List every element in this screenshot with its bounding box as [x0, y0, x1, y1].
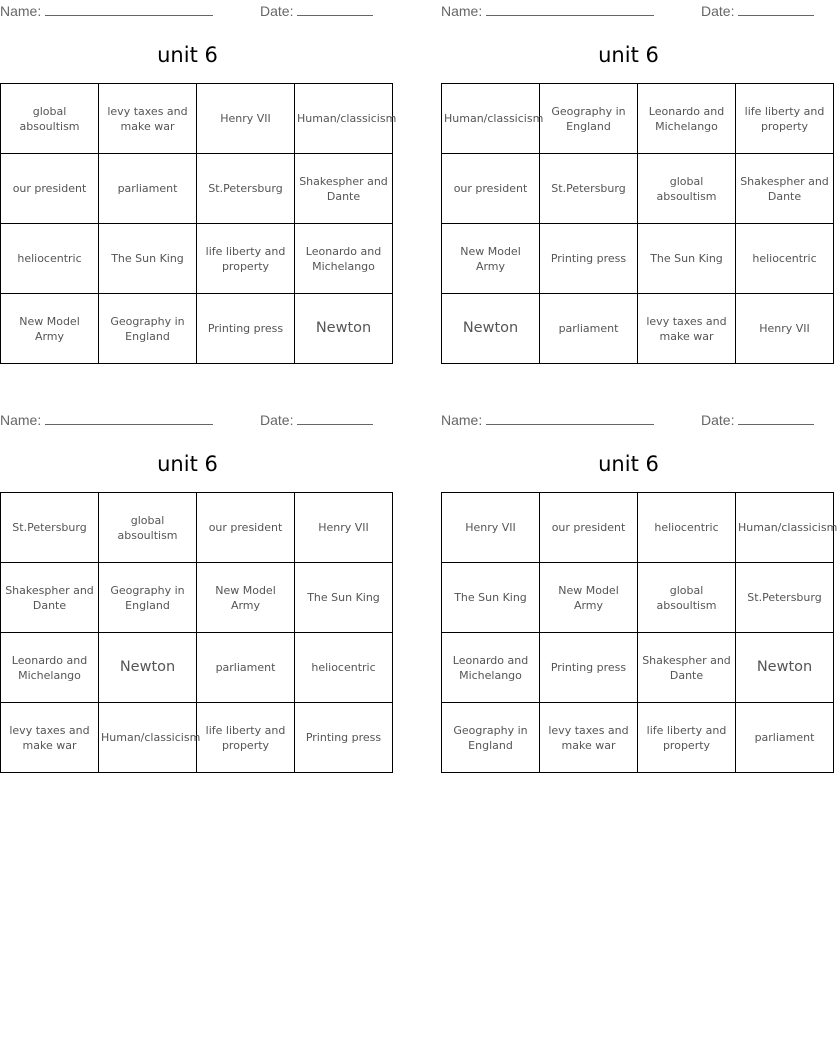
card-header: [441, 409, 816, 431]
bingo-cell[interactable]: life liberty and property: [736, 84, 834, 154]
name-blank[interactable]: [45, 411, 213, 425]
bingo-cell[interactable]: Shakespher and Dante: [295, 154, 393, 224]
bingo-cell[interactable]: global absoultism: [638, 154, 736, 224]
bingo-grid: [441, 83, 834, 364]
grid-row: [442, 493, 834, 563]
bingo-grid-body: [1, 493, 393, 773]
grid-row: [442, 224, 834, 294]
bingo-cell[interactable]: levy taxes and make war: [1, 703, 99, 773]
bingo-cell[interactable]: Newton: [442, 294, 540, 364]
name-line: [441, 2, 654, 19]
bingo-cell[interactable]: Geography in England: [99, 563, 197, 633]
bingo-cell[interactable]: life liberty and property: [197, 224, 295, 294]
bingo-cell[interactable]: Newton: [736, 633, 834, 703]
bingo-cell[interactable]: Printing press: [197, 294, 295, 364]
grid-row: [1, 294, 393, 364]
name-label: Name:: [441, 412, 483, 428]
date-blank[interactable]: [738, 2, 814, 16]
name-line: [441, 411, 654, 428]
bingo-cell[interactable]: St.Petersburg: [540, 154, 638, 224]
date-line: [260, 2, 373, 19]
bingo-cell[interactable]: parliament: [540, 294, 638, 364]
bingo-cell[interactable]: Newton: [99, 633, 197, 703]
bingo-cell[interactable]: St.Petersburg: [197, 154, 295, 224]
bingo-cell[interactable]: New Model Army: [540, 563, 638, 633]
bingo-cell[interactable]: Human/classicism: [295, 84, 393, 154]
bingo-cell[interactable]: parliament: [736, 703, 834, 773]
bingo-cell[interactable]: levy taxes and make war: [99, 84, 197, 154]
bingo-cell[interactable]: global absoultism: [99, 493, 197, 563]
card-title: unit 6: [598, 452, 659, 476]
bingo-cell[interactable]: The Sun King: [295, 563, 393, 633]
bingo-grid: [441, 492, 837, 773]
grid-row: [1, 703, 393, 773]
date-label: Date:: [260, 412, 294, 428]
bingo-cell[interactable]: our president: [197, 493, 295, 563]
bingo-cell[interactable]: global absoultism: [1, 84, 99, 154]
bingo-grid-body: [1, 84, 397, 364]
bingo-cell[interactable]: our president: [540, 493, 638, 563]
bingo-cell[interactable]: New Model Army: [197, 563, 295, 633]
bingo-cell[interactable]: Geography in England: [99, 294, 197, 364]
bingo-cell[interactable]: St.Petersburg: [1, 493, 99, 563]
bingo-cell[interactable]: Leonardo and Michelango: [295, 224, 393, 294]
grid-row: [1, 633, 393, 703]
bingo-cell[interactable]: heliocentric: [638, 493, 736, 563]
bingo-cell[interactable]: Printing press: [540, 633, 638, 703]
bingo-cell[interactable]: New Model Army: [1, 294, 99, 364]
bingo-cell[interactable]: The Sun King: [442, 563, 540, 633]
date-blank[interactable]: [738, 411, 814, 425]
bingo-cell[interactable]: global absoultism: [638, 563, 736, 633]
date-blank[interactable]: [297, 2, 373, 16]
bingo-cell[interactable]: life liberty and property: [197, 703, 295, 773]
bingo-cell[interactable]: Henry VII: [295, 493, 393, 563]
bingo-cell[interactable]: life liberty and property: [638, 703, 736, 773]
bingo-cell[interactable]: Geography in England: [442, 703, 540, 773]
bingo-cell[interactable]: Newton: [295, 294, 393, 364]
bingo-cell[interactable]: our president: [1, 154, 99, 224]
card-title: unit 6: [598, 43, 659, 67]
bingo-cell[interactable]: New Model Army: [442, 224, 540, 294]
name-line: [0, 2, 213, 19]
bingo-cell[interactable]: Human/classicism: [99, 703, 197, 773]
name-label: Name:: [0, 3, 42, 19]
bingo-grid-body: [442, 84, 834, 364]
bingo-cell[interactable]: Shakespher and Dante: [1, 563, 99, 633]
grid-row: [1, 154, 393, 224]
card-header: [441, 0, 816, 22]
name-label: Name:: [441, 3, 483, 19]
bingo-cell[interactable]: Printing press: [295, 703, 393, 773]
bingo-cell[interactable]: The Sun King: [638, 224, 736, 294]
bingo-cell[interactable]: Human/classicism: [736, 493, 834, 563]
bingo-cell[interactable]: Leonardo and Michelango: [442, 633, 540, 703]
card-header: [0, 0, 375, 22]
bingo-cell[interactable]: heliocentric: [1, 224, 99, 294]
bingo-cell[interactable]: heliocentric: [295, 633, 393, 703]
bingo-cell[interactable]: parliament: [197, 633, 295, 703]
grid-row: [442, 294, 834, 364]
grid-row: [442, 633, 834, 703]
bingo-cell[interactable]: our president: [442, 154, 540, 224]
bingo-cell[interactable]: parliament: [99, 154, 197, 224]
bingo-cell[interactable]: heliocentric: [736, 224, 834, 294]
grid-row: [442, 84, 834, 154]
bingo-grid: [0, 492, 393, 773]
date-line: [701, 411, 814, 428]
grid-row: [1, 493, 393, 563]
card-header: [0, 409, 375, 431]
bingo-cell[interactable]: Henry VII: [197, 84, 295, 154]
bingo-cell[interactable]: Printing press: [540, 224, 638, 294]
bingo-cell[interactable]: levy taxes and make war: [638, 294, 736, 364]
card-title: unit 6: [157, 43, 218, 67]
date-line: [260, 411, 373, 428]
name-blank[interactable]: [486, 411, 654, 425]
bingo-cell[interactable]: St.Petersburg: [736, 563, 834, 633]
date-line: [701, 2, 814, 19]
bingo-cell[interactable]: Henry VII: [442, 493, 540, 563]
bingo-grid-body: [442, 493, 837, 773]
bingo-cell[interactable]: Leonardo and Michelango: [638, 84, 736, 154]
date-label: Date:: [701, 412, 735, 428]
grid-row: [442, 154, 834, 224]
card-title: unit 6: [157, 452, 218, 476]
bingo-cell[interactable]: Shakespher and Dante: [638, 633, 736, 703]
date-label: Date:: [260, 3, 294, 19]
bingo-cell[interactable]: Shakespher and Dante: [736, 154, 834, 224]
grid-row: [1, 563, 393, 633]
bingo-cell[interactable]: Henry VII: [736, 294, 834, 364]
grid-row: [442, 703, 834, 773]
date-label: Date:: [701, 3, 735, 19]
grid-row: [1, 84, 393, 154]
bingo-grid: [0, 83, 397, 364]
name-blank[interactable]: [486, 2, 654, 16]
grid-row: [442, 563, 834, 633]
grid-row: [1, 224, 393, 294]
bingo-cell[interactable]: Human/classicism: [442, 84, 540, 154]
bingo-cell[interactable]: Geography in England: [540, 84, 638, 154]
name-line: [0, 411, 213, 428]
bingo-cell[interactable]: Leonardo and Michelango: [1, 633, 99, 703]
bingo-cell[interactable]: levy taxes and make war: [540, 703, 638, 773]
date-blank[interactable]: [297, 411, 373, 425]
name-label: Name:: [0, 412, 42, 428]
bingo-cell[interactable]: The Sun King: [99, 224, 197, 294]
name-blank[interactable]: [45, 2, 213, 16]
